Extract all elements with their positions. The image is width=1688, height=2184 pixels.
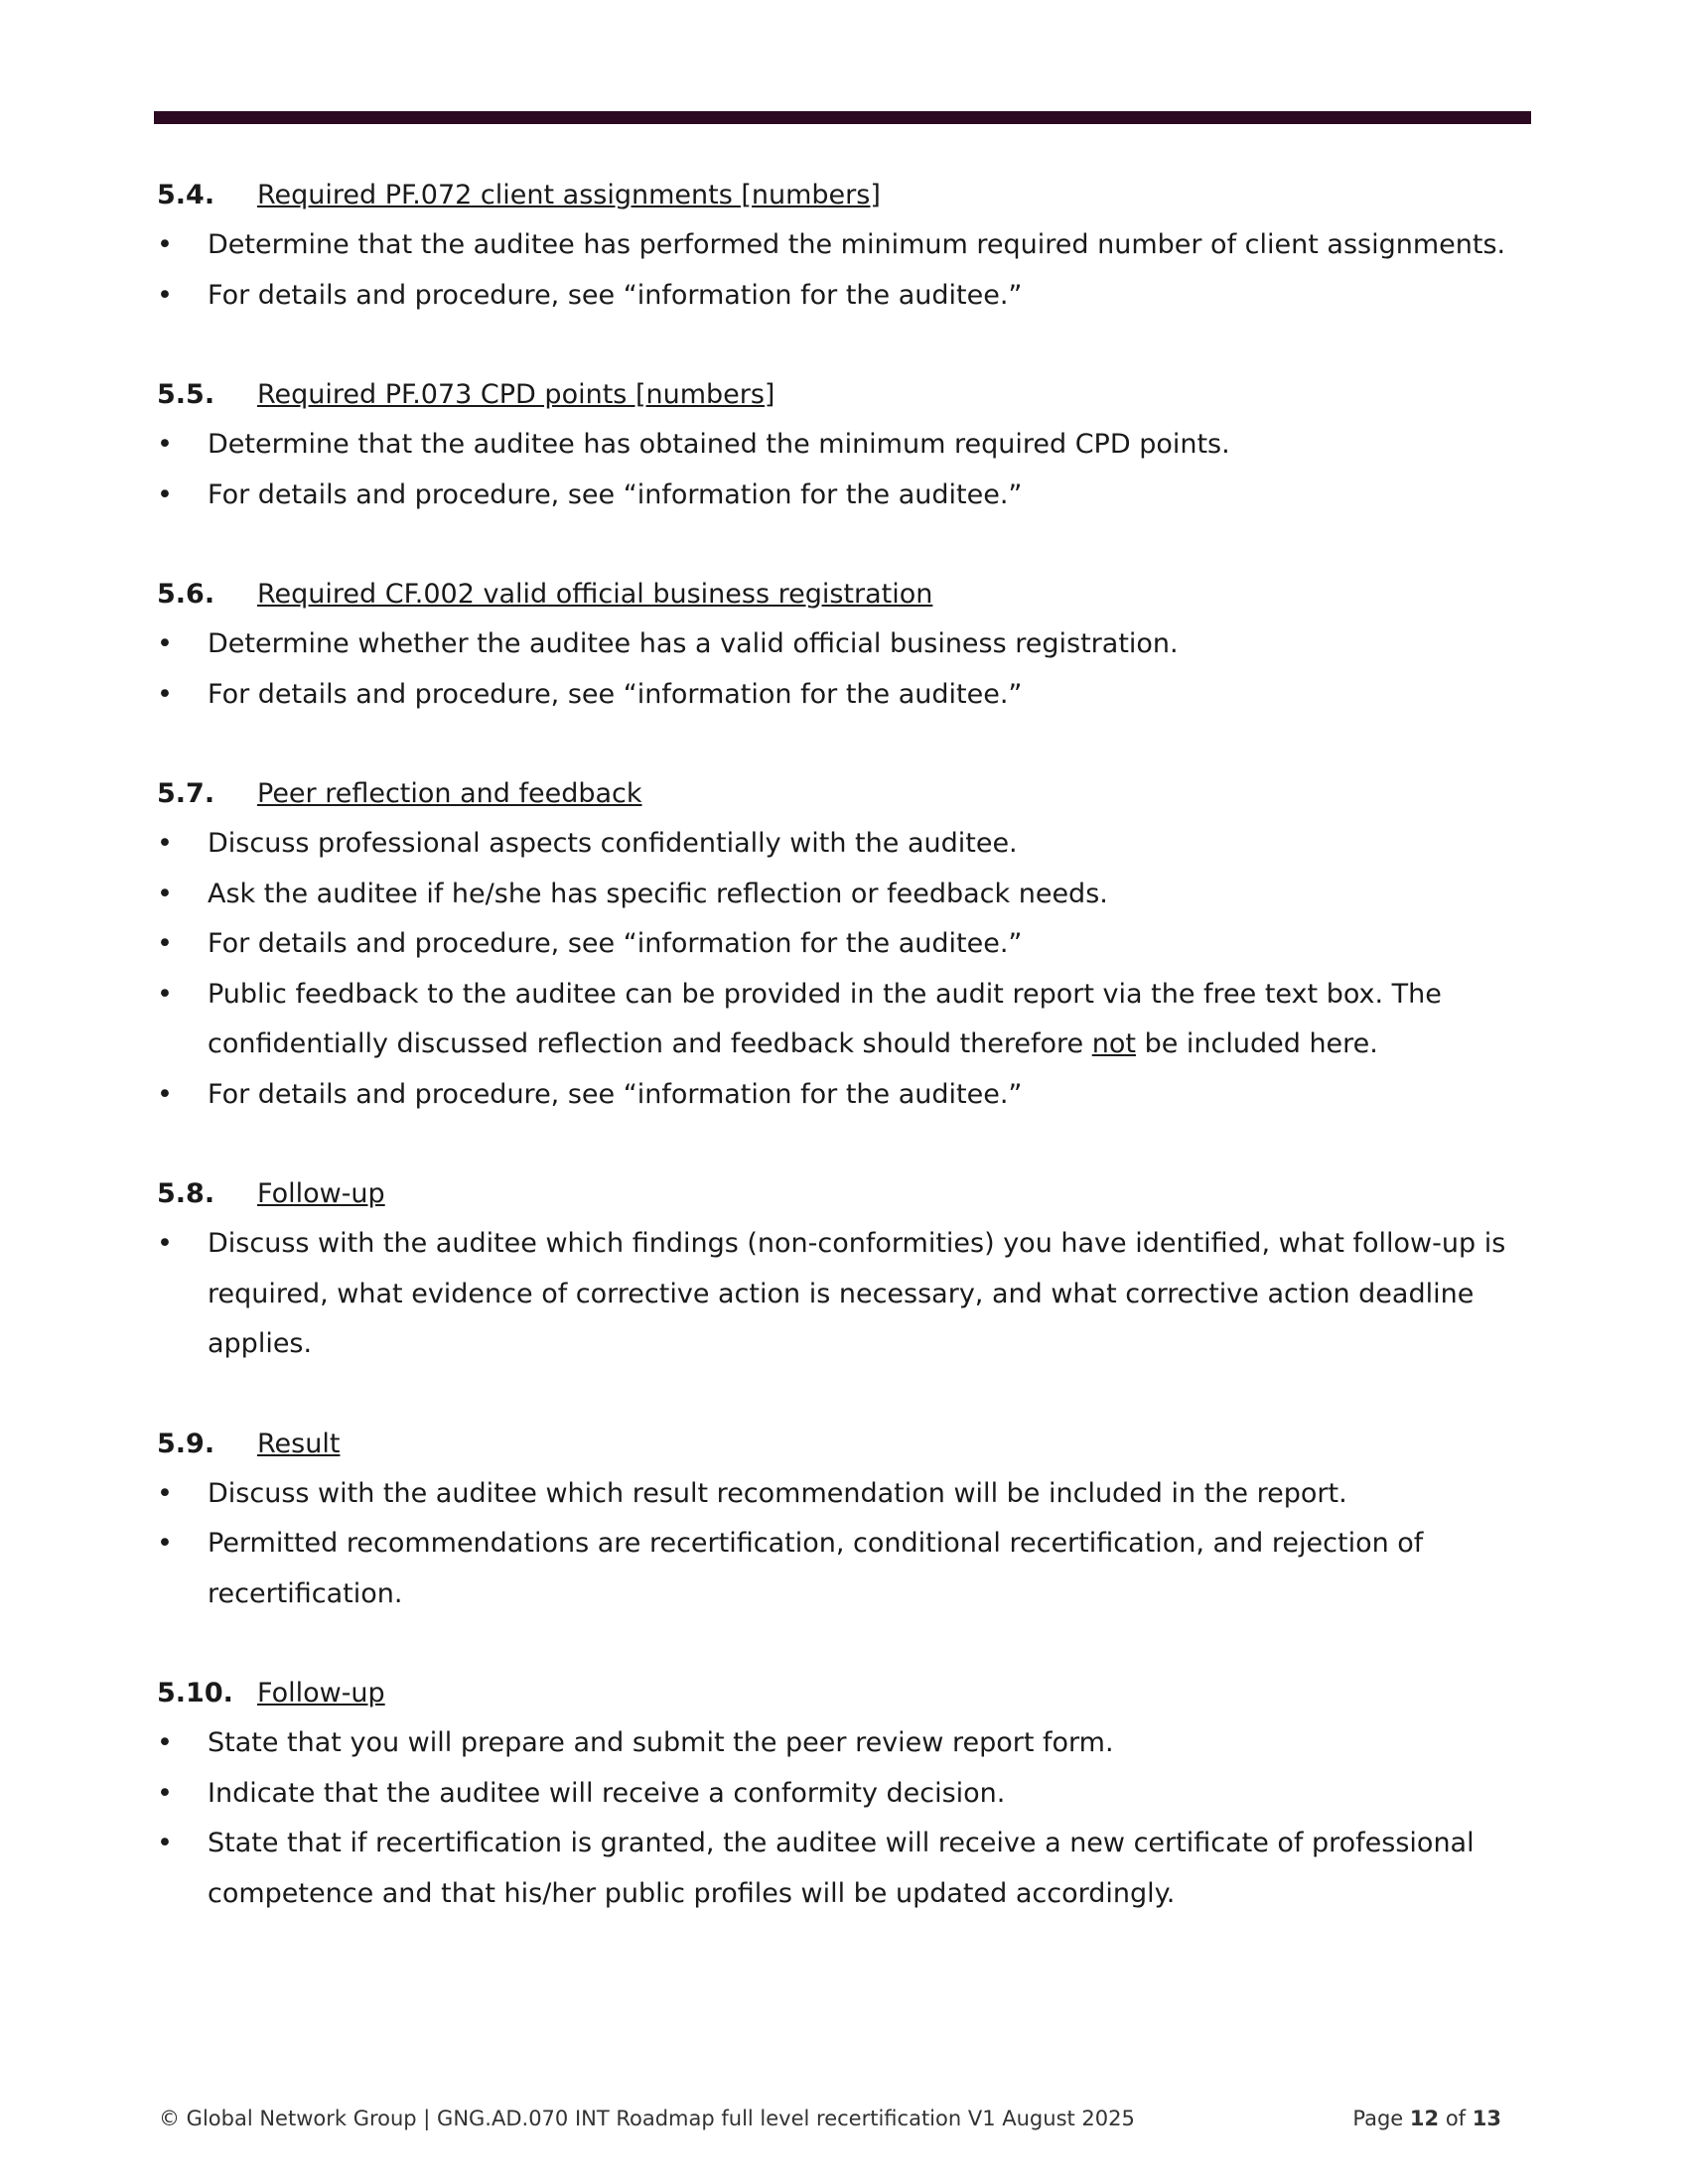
list-item: • State that you will prepare and submit the peer review report form.: [157, 1718, 1537, 1769]
section-5-9: [157, 1420, 1537, 1620]
list-item-text: Public feedback to the auditee can be provided in the audit report via the free text box. The confidentially discussed reflection and feedback should therefore: [208, 978, 1442, 1059]
section-title: Required PF.072 client assignments [numbers]: [257, 180, 881, 210]
section-heading: [157, 1669, 1537, 1718]
list-item: • State that if recertification is granted, the auditee will receive a new certificate of professional competence and that his/her public profiles will be updated accordingly.: [157, 1819, 1537, 1919]
list-item: • Discuss with the auditee which result recommendation will be included in the report.: [157, 1469, 1537, 1520]
section-number: 5.4.: [157, 180, 215, 210]
bullet-list: [157, 220, 1537, 321]
section-5-10: [157, 1669, 1537, 1919]
bullet-list: [157, 1469, 1537, 1620]
section-title: Required CF.002 valid official business registration: [257, 579, 933, 610]
list-item: [157, 970, 1537, 1070]
list-item: • Ask the auditee if he/she has specific reflection or feedback needs.: [157, 870, 1537, 920]
section-heading: [157, 1169, 1537, 1219]
list-item: • For details and procedure, see “information for the auditee.”: [157, 471, 1537, 521]
section-title: Follow-up: [257, 1678, 385, 1708]
section-title: Required PF.073 CPD points [numbers]: [257, 379, 775, 410]
list-item: • Discuss with the auditee which findings (non-conformities) you have identified, what follow-up is required, what evidence of corrective action is necessary, and what corrective action deadline applies.: [157, 1219, 1537, 1370]
bullet-list: [157, 1219, 1537, 1370]
section-number: 5.5.: [157, 379, 215, 410]
list-item-text-end: be included here.: [1144, 1028, 1378, 1059]
list-item: • Permitted recommendations are recertification, conditional recertification, and rejection of recertification.: [157, 1519, 1537, 1619]
section-heading: [157, 171, 1537, 220]
list-item: • For details and procedure, see “information for the auditee.”: [157, 1070, 1537, 1121]
list-item: • Discuss professional aspects confidentially with the auditee.: [157, 819, 1537, 870]
list-item: • For details and procedure, see “information for the auditee.”: [157, 271, 1537, 322]
page-current: 12: [1409, 2107, 1440, 2130]
page-of: of: [1445, 2107, 1467, 2130]
section-heading: [157, 370, 1537, 420]
section-number: 5.9.: [157, 1428, 215, 1459]
section-title: Result: [257, 1428, 341, 1459]
page-total: 13: [1472, 2107, 1501, 2130]
bullet-list: [157, 619, 1537, 720]
section-5-8: [157, 1169, 1537, 1370]
header-rule: [154, 111, 1531, 124]
list-item: • Determine that the auditee has performed the minimum required number of client assignments.: [157, 220, 1537, 271]
section-number: 5.7.: [157, 778, 215, 809]
section-title: Peer reflection and feedback: [257, 778, 642, 809]
section-heading: [157, 769, 1537, 819]
list-item: • For details and procedure, see “information for the auditee.”: [157, 670, 1537, 721]
section-heading: [157, 1420, 1537, 1469]
page-number: [1352, 2107, 1501, 2130]
section-5-7: [157, 769, 1537, 1120]
list-item: • Determine whether the auditee has a valid official business registration.: [157, 619, 1537, 670]
section-number: 5.6.: [157, 579, 215, 610]
document-body: [157, 171, 1537, 1969]
list-item: • Determine that the auditee has obtained the minimum required CPD points.: [157, 420, 1537, 471]
section-heading: [157, 570, 1537, 619]
list-item: • For details and procedure, see “information for the auditee.”: [157, 919, 1537, 970]
footer-copyright: © Global Network Group | GNG.AD.070 INT Roadmap full level recertification V1 August 2025: [159, 2107, 1135, 2130]
bullet-list: [157, 1718, 1537, 1919]
section-title: Follow-up: [257, 1178, 385, 1209]
section-5-5: [157, 370, 1537, 520]
page-footer: [159, 2107, 1501, 2130]
bullet-list: [157, 420, 1537, 520]
section-number: 5.8.: [157, 1178, 215, 1209]
list-item: • Indicate that the auditee will receive a conformity decision.: [157, 1769, 1537, 1820]
emphasis-not: not: [1091, 1028, 1136, 1059]
section-5-6: [157, 570, 1537, 720]
section-number: 5.10.: [157, 1678, 233, 1708]
page-label: Page: [1352, 2107, 1404, 2130]
section-5-4: [157, 171, 1537, 321]
bullet-list: [157, 819, 1537, 1120]
